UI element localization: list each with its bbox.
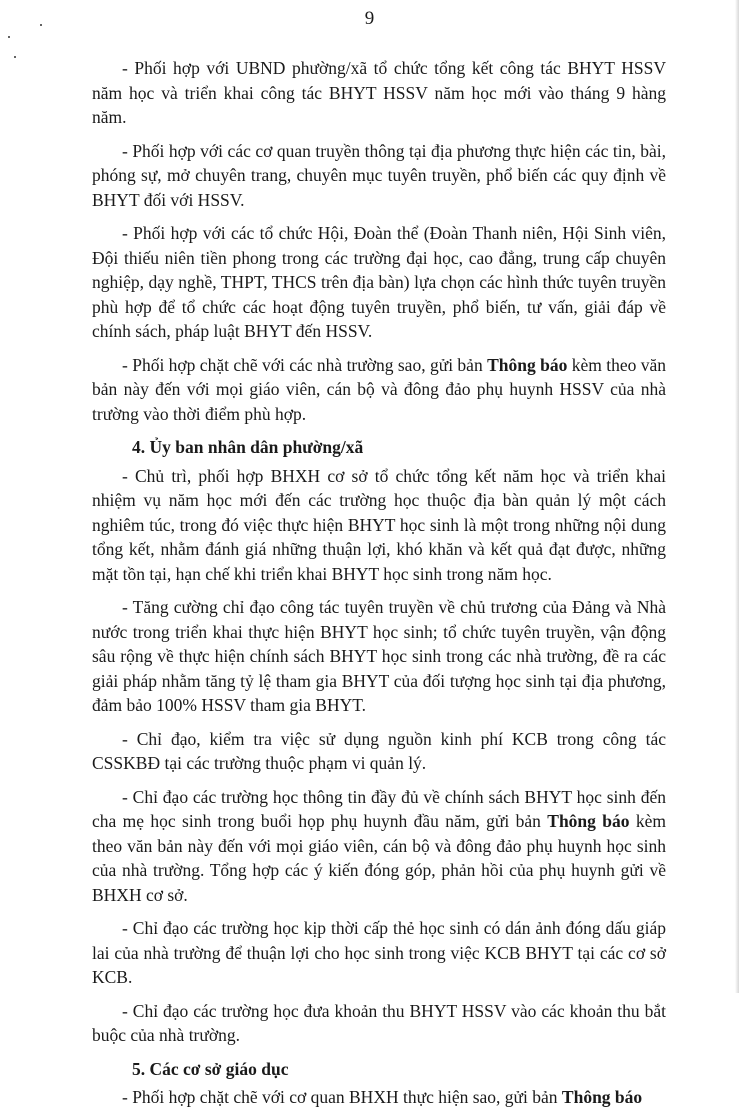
page-edge-shadow: [735, 0, 739, 993]
paragraph: [92, 785, 666, 908]
paragraph: - Phối hợp với các tổ chức Hội, Đoàn thể (Đoàn Thanh niên, Hội Sinh viên, Đội thiếu niên tiền phong trong các trường đại học, cao đẳng, trung cấp chuyên nghiệp, dạy nghề, THPT, THCS trên địa bàn) lựa chọn các hình thức tuyên truyền phù hợp để tổ chức các hoạt động tuyên truyền, phổ biến, tư vấn, giải đáp về chính sách, pháp luật BHYT đến HSSV.: [92, 223, 666, 341]
section-heading-4: 4. Ủy ban nhân dân phường/xã: [132, 437, 364, 457]
paragraph: - Chủ trì, phối hợp BHXH cơ sở tổ chức tổng kết năm học và triển khai nhiệm vụ năm học mới đến các trường học thuộc địa bàn quản lý một cách nghiêm túc, trong đó việc thực hiện BHYT học sinh là một trong những nội dung tổng kết, nhằm đánh giá những thuận lợi, khó khăn và kết quả đạt được, những mặt tồn tại, hạn chế khi triển khai BHYT học sinh trong năm học.: [92, 465, 666, 584]
paragraph: [92, 353, 666, 427]
paragraph-text: - Chỉ đạo các trường học thông tin đầy đủ về chính sách BHYT học sinh đến cha mẹ học sinh trong buổi họp phụ huynh đầu năm, gửi bản: [92, 786, 666, 831]
bold-term: Thông báo: [487, 354, 568, 375]
paragraph: - Phối hợp với UBND phường/xã tổ chức tổng kết công tác BHYT HSSV năm học và triển khai công tác BHYT HSSV năm học mới vào tháng 9 hàng năm.: [92, 58, 666, 127]
scan-speck: [40, 24, 42, 26]
paragraph: - Tăng cường chỉ đạo công tác tuyên truyền về chủ trương của Đảng và Nhà nước trong triển khai thực hiện BHYT học sinh; tổ chức tuyên truyền, vận động sâu rộng về thực hiện chính sách BHYT học sinh trong các nhà trường, đề ra các giải pháp nhằm tăng tỷ lệ tham gia BHYT của đối tượng học sinh tại địa phương, đảm bảo 100% HSSV tham gia BHYT.: [92, 597, 666, 715]
bold-term: Thông báo: [561, 1087, 643, 1107]
paragraph: - Chỉ đạo, kiểm tra việc sử dụng nguồn kinh phí KCB trong công tác CSSKBĐ tại các trường thuộc phạm vi quản lý.: [92, 728, 666, 773]
paragraph-text: kèm theo văn bản này đến với mọi giáo viên, cán bộ và đông đảo phụ huynh HSSV của nhà trường vào thời điểm phù hợp.: [92, 354, 666, 424]
page-number: 9: [364, 8, 375, 29]
scan-speck: [14, 56, 16, 58]
paragraph: - Chỉ đạo các trường học kịp thời cấp thẻ học sinh có dán ảnh đóng dấu giáp lai của nhà trường để thuận lợi cho học sinh trong việc KCB BHYT tại các cơ sở KCB.: [92, 918, 666, 987]
section-heading-5: 5. Các cơ sở giáo dục: [132, 1058, 289, 1079]
bold-term: Thông báo: [547, 811, 630, 831]
document-body: [92, 56, 666, 1119]
paragraph-text: kèm theo văn bản này đến với mọi giáo viên, cán bộ và đông đảo phụ huynh học sinh của nhà trường. Tổng hợp các ý kiến đóng góp, phản hồi của phụ huynh gửi về BHXH cơ sở.: [92, 811, 666, 905]
paragraph-text: - Phối hợp chặt chẽ với các nhà trường sao, gửi bản: [122, 354, 488, 375]
paragraph: - Chỉ đạo các trường học đưa khoản thu BHYT HSSV vào các khoản thu bắt buộc của nhà trường.: [92, 1000, 666, 1045]
paragraph: - Phối hợp với các cơ quan truyền thông tại địa phương thực hiện các tin, bài, phóng sự, mở chuyên trang, chuyên mục tuyên truyền, phổ biến các quy định về BHYT đối với HSSV.: [92, 140, 666, 210]
paragraph-text: - Phối hợp chặt chẽ với cơ quan BHXH thực hiện sao, gửi bản: [122, 1087, 562, 1107]
paragraph: [92, 1085, 666, 1110]
scan-speck: [8, 36, 10, 38]
